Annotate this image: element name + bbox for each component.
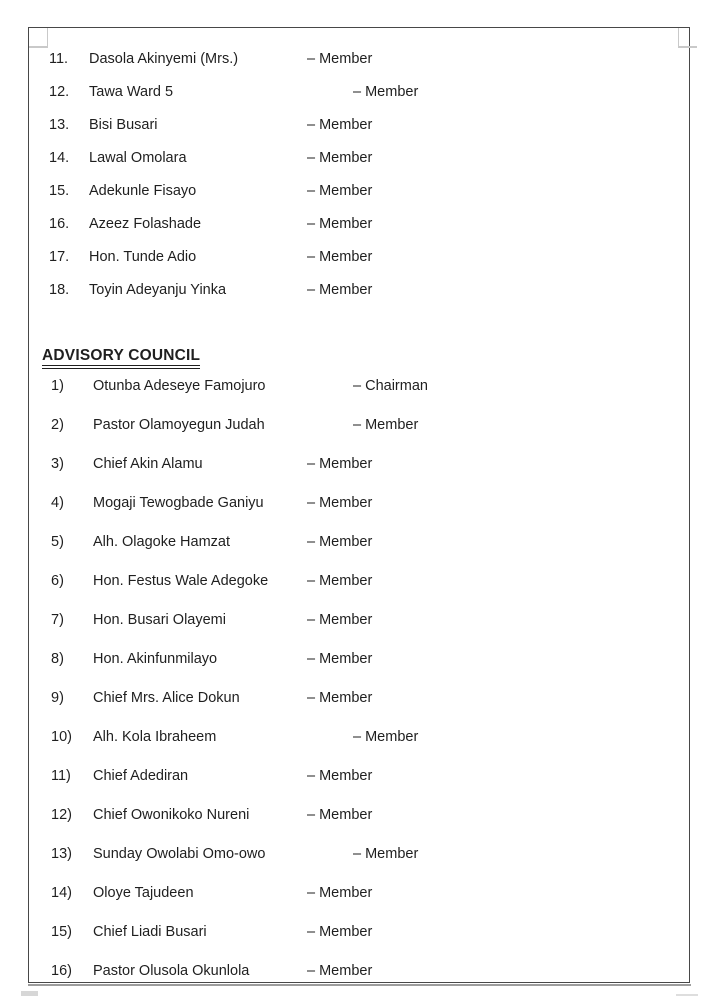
advisory-council-heading-text: ADVISORY COUNCIL	[42, 347, 200, 369]
item-role: – Member	[307, 533, 373, 550]
list-item	[29, 922, 689, 942]
item-number: 12.	[49, 83, 70, 100]
list-item	[29, 961, 689, 981]
item-name: Oloye Tajudeen	[93, 884, 194, 901]
item-role: – Member	[307, 806, 373, 823]
item-role: – Member	[307, 215, 373, 232]
text-boundary-corner-mark	[29, 46, 48, 48]
item-number: 14.	[49, 149, 70, 166]
list-item	[29, 280, 689, 300]
item-number: 2)	[51, 416, 64, 433]
item-number: 6)	[51, 572, 64, 589]
item-name: Lawal Omolara	[89, 149, 187, 166]
item-role: – Member	[307, 572, 373, 589]
item-number: 14)	[51, 884, 72, 901]
item-role: – Member	[307, 962, 373, 979]
list-item	[29, 415, 689, 435]
item-name: Chief Liadi Busari	[93, 923, 207, 940]
item-name: Hon. Akinfunmilayo	[93, 650, 218, 667]
item-number: 4)	[51, 494, 64, 511]
list-item	[29, 844, 689, 864]
item-role: – Member	[307, 650, 373, 667]
item-name: Chief Mrs. Alice Dokun	[93, 689, 240, 706]
document-page[interactable]	[28, 27, 690, 983]
item-role: – Member	[307, 689, 373, 706]
item-name: Chief Akin Alamu	[93, 455, 203, 472]
item-role: – Chairman	[353, 377, 428, 394]
next-page-corner-mark	[21, 991, 38, 996]
item-number: 3)	[51, 455, 64, 472]
list-item	[29, 115, 689, 135]
item-number: 12)	[51, 806, 72, 823]
advisory-council-heading	[42, 347, 200, 364]
list-item	[29, 49, 689, 69]
item-number: 10)	[51, 728, 72, 745]
item-name: Adekunle Fisayo	[89, 182, 197, 199]
item-role: – Member	[307, 884, 373, 901]
text-boundary-corner-mark	[678, 28, 680, 47]
item-role: – Member	[307, 767, 373, 784]
list-item	[29, 214, 689, 234]
text-boundary-corner-mark	[678, 46, 698, 48]
list-item	[29, 883, 689, 903]
list-item	[29, 247, 689, 267]
item-name: Tawa Ward 5	[89, 83, 174, 100]
item-role: – Member	[307, 923, 373, 940]
list-item	[29, 649, 689, 669]
item-role: – Member	[353, 728, 419, 745]
item-role: – Member	[307, 494, 373, 511]
item-role: – Member	[353, 416, 419, 433]
page-bottom-shadow	[28, 984, 691, 987]
list-item	[29, 493, 689, 513]
item-name: Pastor Olusola Okunlola	[93, 962, 250, 979]
item-name: Dasola Akinyemi (Mrs.)	[89, 50, 239, 67]
item-name: Hon. Tunde Adio	[89, 248, 197, 265]
item-name: Mogaji Tewogbade Ganiyu	[93, 494, 264, 511]
item-name: Toyin Adeyanju Yinka	[89, 281, 227, 298]
item-role: – Member	[307, 248, 373, 265]
item-role: – Member	[307, 281, 373, 298]
list-item	[29, 727, 689, 747]
item-number: 13.	[49, 116, 70, 133]
item-number: 8)	[51, 650, 64, 667]
item-role: – Member	[307, 455, 373, 472]
item-name: Sunday Owolabi Omo-owo	[93, 845, 266, 862]
item-role: – Member	[307, 50, 373, 67]
item-name: Alh. Kola Ibraheem	[93, 728, 217, 745]
item-name: Otunba Adeseye Famojuro	[93, 377, 266, 394]
item-number: 7)	[51, 611, 64, 628]
next-page-corner-mark	[676, 994, 698, 997]
item-number: 13)	[51, 845, 72, 862]
item-name: Alh. Olagoke Hamzat	[93, 533, 231, 550]
list-item	[29, 181, 689, 201]
item-number: 15)	[51, 923, 72, 940]
item-role: – Member	[307, 149, 373, 166]
item-name: Hon. Festus Wale Adegoke	[93, 572, 269, 589]
item-name: Bisi Busari	[89, 116, 158, 133]
list-item	[29, 805, 689, 825]
item-number: 15.	[49, 182, 70, 199]
item-role: – Member	[307, 182, 373, 199]
item-number: 1)	[51, 377, 64, 394]
item-number: 16.	[49, 215, 70, 232]
list-item	[29, 766, 689, 786]
item-number: 17.	[49, 248, 70, 265]
item-name: Chief Adediran	[93, 767, 189, 784]
item-number: 11)	[51, 767, 71, 784]
list-item	[29, 454, 689, 474]
item-role: – Member	[353, 83, 419, 100]
list-item	[29, 148, 689, 168]
item-number: 9)	[51, 689, 64, 706]
item-name: Azeez Folashade	[89, 215, 202, 232]
item-number: 5)	[51, 533, 64, 550]
list-item	[29, 82, 689, 102]
text-boundary-corner-mark	[47, 28, 49, 47]
list-item	[29, 688, 689, 708]
list-item	[29, 376, 689, 396]
item-number: 11.	[49, 50, 69, 67]
list-item	[29, 610, 689, 630]
item-role: – Member	[307, 116, 373, 133]
item-name: Pastor Olamoyegun Judah	[93, 416, 265, 433]
item-name: Chief Owonikoko Nureni	[93, 806, 250, 823]
item-role: – Member	[353, 845, 419, 862]
list-item	[29, 532, 689, 552]
item-number: 16)	[51, 962, 72, 979]
item-name: Hon. Busari Olayemi	[93, 611, 226, 628]
item-role: – Member	[307, 611, 373, 628]
item-number: 18.	[49, 281, 70, 298]
list-item	[29, 571, 689, 591]
